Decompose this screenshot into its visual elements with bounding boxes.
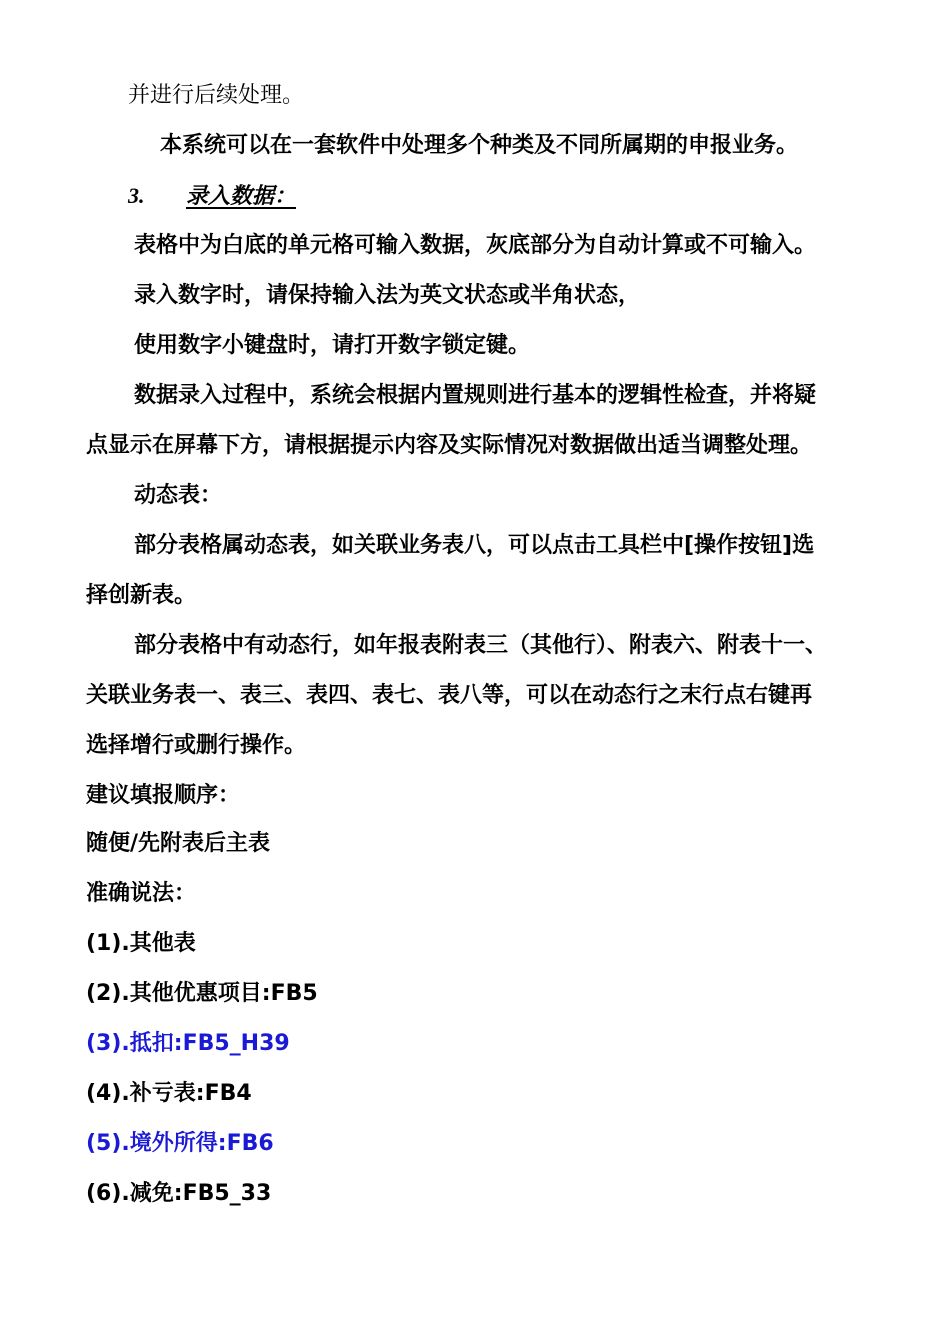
paragraph-continuation: 并进行后续处理。: [128, 83, 305, 108]
suggest-order-text: 随便/先附表后主表: [86, 831, 271, 856]
accurate-statement-title: 准确说法：: [86, 881, 197, 906]
paragraph-input-mode: 录入数字时，请保持输入法为英文状态或半角状态，: [134, 283, 641, 308]
paragraph-logic-check-line1: 数据录入过程中，系统会根据内置规则进行基本的逻辑性检查，并将疑: [134, 383, 817, 408]
paragraph-logic-check-line2: 点显示在屏幕下方，请根据提示内容及实际情况对数据做出适当调整处理。: [86, 433, 813, 458]
paragraph-dynamic-row-line1: 部分表格中有动态行，如年报表附表三（其他行）、附表六、附表十一、: [134, 633, 828, 658]
list-item: (6).减免:FB5_33: [86, 1181, 272, 1206]
list-item-highlighted: (5).境外所得:FB6: [86, 1131, 274, 1156]
section-number: 3.: [128, 183, 145, 208]
paragraph-numlock: 使用数字小键盘时，请打开数字锁定键。: [134, 333, 531, 358]
paragraph-dynamic-table-line1: 部分表格属动态表，如关联业务表八，可以点击工具栏中[操作按钮]选: [134, 533, 815, 558]
paragraph-cell-info: 表格中为白底的单元格可输入数据，灰底部分为自动计算或不可输入。: [134, 233, 817, 258]
list-item-highlighted: (3).抵扣:FB5_H39: [86, 1031, 290, 1056]
section-heading-3: [128, 181, 296, 212]
section-title: 录入数据：: [186, 184, 297, 209]
list-item: (2).其他优惠项目:FB5: [86, 981, 318, 1006]
suggest-order-title: 建议填报顺序：: [86, 783, 241, 808]
paragraph-system-intro: 本系统可以在一套软件中处理多个种类及不同所属期的申报业务。: [160, 133, 799, 158]
list-item: (4).补亏表:FB4: [86, 1081, 252, 1106]
list-item: (1).其他表: [86, 931, 196, 956]
dynamic-table-title: 动态表：: [134, 483, 223, 508]
paragraph-dynamic-table-line2: 择创新表。: [86, 583, 197, 608]
paragraph-dynamic-row-line3: 选择增行或删行操作。: [86, 733, 307, 758]
paragraph-dynamic-row-line2: 关联业务表一、表三、表四、表七、表八等，可以在动态行之末行点右键再: [86, 683, 813, 708]
